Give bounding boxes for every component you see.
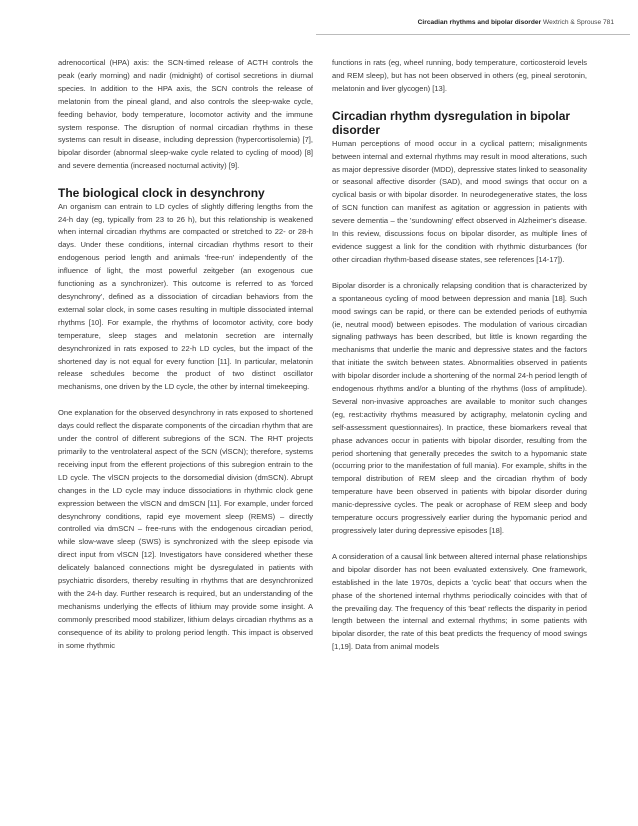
section-heading-bipolar: Circadian rhythm dysregulation in bipolar disorder: [332, 108, 571, 138]
spacer: [58, 394, 313, 407]
header-rule: [316, 34, 630, 35]
running-head: [418, 19, 614, 26]
running-head-authors: Wextrich & Sprouse: [542, 19, 602, 26]
spacer: [332, 96, 587, 109]
right-paragraph-1: functions in rats (eg, wheel running, body temperature, corticosteroid levels and REM sleep), but has not been observed in others (eg, pineal serotonin, melatonin and liver glycogen) [13].: [332, 58, 587, 93]
page-number: 781: [602, 19, 614, 26]
right-paragraph-3: Bipolar disorder is a chronically relapsing condition that is characterized by a spontaneous cycling of mood between depression and mania [18]. Such mood swings can be rapid, or there can be extended periods of euthymia (ie, neutral mood) between episodes. The modulation of various circadian signaling pathways has been described, but little is known regarding the mechanisms that underlie the manic and depressive states and the factors that initiate the switch between states. Abnormalities observed in patients with bipolar disorder include a shortening of the normal 24-h period length of endogenous rhythms and/or a blunting of the rhythms (loss of amplitude). Several non-invasive approaches are available to monitor such changes (eg, rest:activity rhythms measured by actigraphy, melatonin cycling and self-assessment questionnaires). In practice, these biomarkers reveal that phase advances occur in patients with bipolar disorder, resulting from the period shortening that generally precedes the switch to a hypomanic state (occurring prior to the manifestation of full mania). For example, shifts in the temporal distribution of REM sleep and the circadian rhythm of body temperature have been observed in patients with bipolar disorder during manic-depressive cycles. The peak or acrophase of REM sleep and body temperature occurs progressively earlier during the hypomanic period and progressively later during depressive episodes [18].: [332, 280, 587, 535]
spacer: [332, 267, 587, 280]
spacer: [58, 173, 313, 186]
left-column: [58, 57, 313, 652]
left-paragraph-3: One explanation for the observed desynchrony in rats exposed to shortened days could reflect the disparate components of the circadian rhythm that are under the control of different subregions of the SCN. The RHT projects primarily to the ventrolateral aspect of the SCN (vlSCN); therefore, systems receiving input from the efferent projections of this subregion entrain to the LD cycle. The vlSCN projects to the dorsomedial division (dmSCN). Abrupt changes in the LD cycle may induce dissociations in rhythmic clock gene expression between the vlSCN and dmSCN [11]. For example, under forced desynchrony conditions, rapid eye movement sleep (REMS) – directly controlled via dmSCN – free-runs with the endogenous circadian period, while slow-wave sleep (SWS) is synchronized with the sleep episode via direct input from vlSCN [12]. Investigators have considered whether these delicately balanced connections might be dysregulated in patients with psychiatric disorders, thereby resulting in rhythms that are desynchronized with the 24-h day. Further research is required, but an understanding of the mechanisms underlying the effects of lithium may provide some insight. A commonly prescribed mood stabilizer, lithium delays circadian rhythms as a consequence of its ability to prolong period length. This impact is observed in some rhythmic: [58, 408, 313, 650]
running-head-title: Circadian rhythms and bipolar disorder: [417, 19, 542, 26]
right-column: [332, 57, 587, 654]
left-paragraph-2: An organism can entrain to LD cycles of slightly differing lengths from the 24-h day (eg, typically from 23 to 26 h), but this relationship is weakened when internal circadian rhythms are compacted or stretched to 22- or 28-h days. Under these conditions, internal circadian rhythms resort to their endogenous period length and animals 'free-run' independently of the influence of light, the most powerful zeitgeber (an exogenous cue functioning as a synchronizer). This outcome is referred to as 'forced desynchrony', defined as a dissociation of circadian behaviors from the external solar clock, in some cases resulting in multiple dissociated internal rhythms [10]. For example, the rhythms of locomotor activity, core body temperature, sleep stages and melatonin secretion are internally desynchronized in rats exposed to 22-h LD cycles, but the impact of the shortened day is not equal for every function [11]. In particular, melatonin release schedules become the product of two distinct oscillator mechanisms, one driven by the LD cycle, the other by internal timekeeping.: [58, 201, 313, 392]
right-paragraph-4: A consideration of a causal link between altered internal phase relationships and bipolar disorder has not been evaluated extensively. One framework, established in the late 1970s, depicts a 'cyclic beat' that occurs when the phase of the shortened internal rhythms periodically coincides with that of the prevailing day. The frequency of this 'beat' reflects the disparity in period length between the internal and external rhythms; in some patients with bipolar disorder, the rate of this beat predicts the frequency of mood swings [1,19]. Data from animal models: [332, 551, 587, 652]
section-heading-desynchrony: The biological clock in desynchrony: [58, 186, 265, 201]
left-paragraph-1: adrenocortical (HPA) axis: the SCN-timed release of ACTH controls the peak (early morning) and nadir (midnight) of cortisol secretions in diurnal species. In addition to the HPA axis, the SCN controls the release of melatonin from the pineal gland, and also controls the sleep-wake cycle, feeding behavior, body temperature, locomotor activity and the immune system response. The disruption of normal circadian rhythms in these systems can result in disease, including depression (hypercortisolemia) [7], bipolar disorder (abnormal sleep-wake cycle related to cycling of mood) [8] and severe dementia (increased nocturnal activity) [9].: [58, 58, 313, 171]
right-paragraph-2: Human perceptions of mood occur in a cyclical pattern; misalignments between internal and external rhythms may result in mood alterations, such as major depressive disorder (MDD), depressive states linked to seasonality or seasonal affective disorder (SAD), and mood swings that occur on a cyclical basis or with bipolar disorder. In neurodegenerative states, the loss of SCN function can manifest as agitation or aggression in patients with severe dementia – the 'sundowning' effect observed in Alzheimer's disease. In this review, discussions focus on bipolar disorder, as multiple lines of evidence suggest a link for the condition with rhythmic disturbances (for other circadian rhythm-based disease states, see references [14-17]).: [332, 138, 587, 264]
spacer: [332, 538, 587, 551]
